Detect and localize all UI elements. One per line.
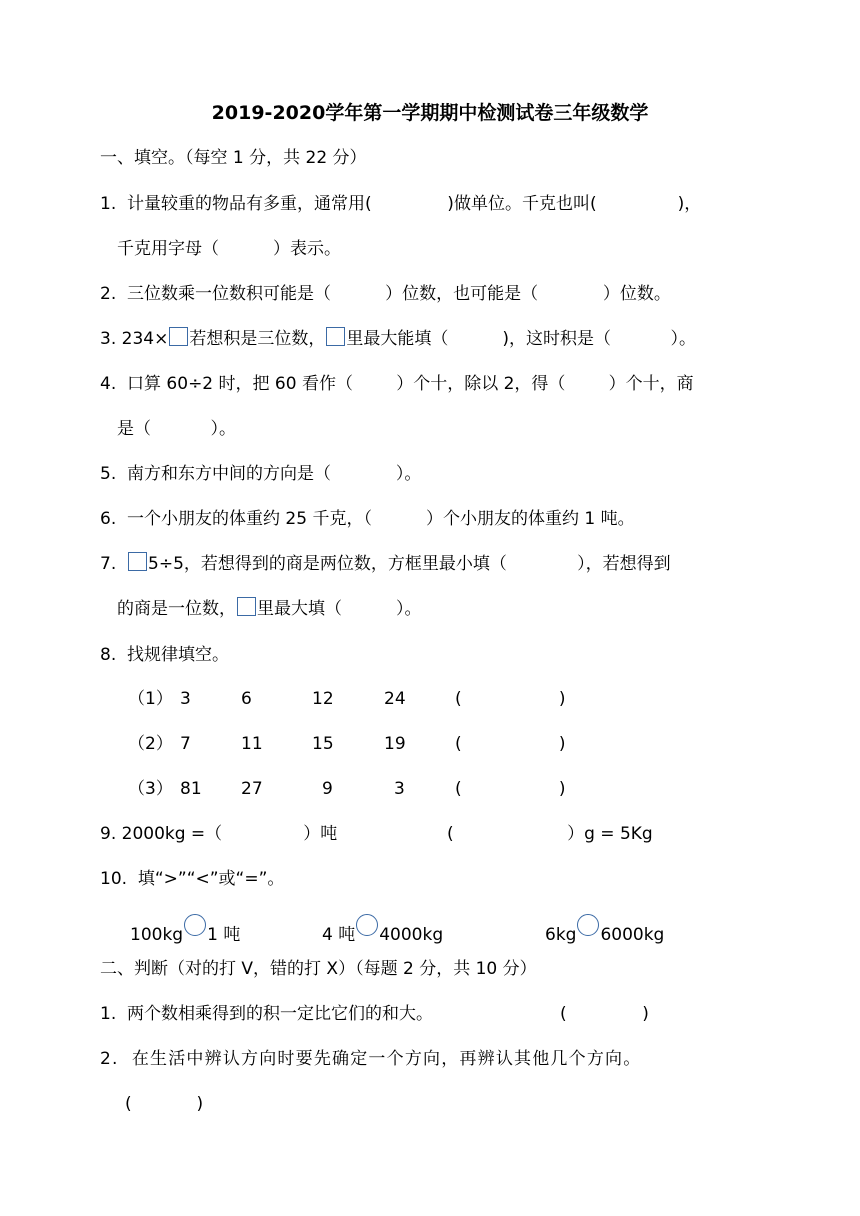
question-6: 6. 一个小朋友的体重约 25 千克，（ ）个小朋友的体重约 1 吨。	[100, 509, 635, 529]
pattern-row-label: （1）	[128, 689, 173, 709]
compare-item-2	[322, 914, 443, 947]
compare-circle-icon	[356, 914, 378, 936]
question-7-line-2	[117, 597, 422, 621]
judge-question-1-blank: ( )	[560, 1004, 649, 1024]
pattern-value: 9	[322, 779, 333, 799]
compare-circle-icon	[184, 914, 206, 936]
blank-square-icon	[237, 597, 256, 616]
pattern-value: 7	[180, 734, 191, 754]
pattern-value: 6	[241, 689, 252, 709]
question-9-part-2: ( ）g = 5Kg	[447, 824, 653, 844]
pattern-value: 3	[180, 689, 191, 709]
blank-square-icon	[169, 327, 188, 346]
blank-square-icon	[128, 552, 147, 571]
pattern-value: 15	[312, 734, 334, 754]
compare-item-3	[545, 914, 664, 947]
question-3-suffix: 里最大能填（ )，这时积是（ ）。	[346, 329, 696, 349]
pattern-value: 11	[241, 734, 263, 754]
question-7-line-1	[100, 552, 671, 576]
judge-question-1: 1. 两个数相乘得到的积一定比它们的和大。	[100, 1004, 434, 1024]
compare-left: 100kg	[130, 925, 184, 945]
pattern-blank: ( )	[455, 734, 566, 754]
question-9-part-1: 9. 2000kg =（ ）吨	[100, 824, 338, 844]
pattern-row-label: （2）	[128, 734, 173, 754]
question-7-text: 5÷5，若想得到的商是两位数，方框里最小填（ ），若想得到	[148, 554, 671, 574]
pattern-blank: ( )	[455, 689, 566, 709]
question-1-line-1: 1. 计量较重的物品有多重，通常用( )做单位。千克也叫( )，	[100, 194, 702, 214]
question-8: 8. 找规律填空。	[100, 645, 230, 665]
section1-heading: 一、填空。（每空 1 分，共 22 分）	[100, 148, 367, 168]
question-3-middle: 若想积是三位数，	[189, 329, 326, 349]
question-4-line-2: 是（ ）。	[117, 419, 236, 439]
question-3	[100, 327, 696, 351]
section2-heading: 二、判断（对的打 V，错的打 X）（每题 2 分，共 10 分）	[100, 959, 537, 979]
pattern-value: 27	[241, 779, 263, 799]
judge-question-2-blank: ( )	[125, 1094, 204, 1114]
blank-square-icon	[326, 327, 345, 346]
pattern-value: 3	[394, 779, 405, 799]
judge-question-2: 2. 在生活中辨认方向时要先确定一个方向，再辨认其他几个方向。	[100, 1049, 642, 1069]
pattern-value: 24	[384, 689, 406, 709]
compare-left: 6kg	[545, 925, 577, 945]
pattern-row-label: （3）	[128, 779, 173, 799]
exam-title: 2019-2020学年第一学期期中检测试卷三年级数学	[211, 102, 649, 124]
pattern-blank: ( )	[455, 779, 566, 799]
question-1-line-2: 千克用字母（ ）表示。	[117, 239, 342, 259]
question-2: 2. 三位数乘一位数积可能是（ ）位数，也可能是（ ）位数。	[100, 284, 671, 304]
question-7-prefix: 7.	[100, 554, 128, 574]
question-7-line-2-prefix: 的商是一位数，	[117, 599, 236, 619]
pattern-value: 19	[384, 734, 406, 754]
question-5: 5. 南方和东方中间的方向是（ ）。	[100, 464, 422, 484]
question-10: 10. 填“>”“<”或“=”。	[100, 869, 285, 889]
compare-right: 4000kg	[379, 925, 444, 945]
compare-left: 4 吨	[322, 925, 356, 945]
pattern-value: 81	[180, 779, 202, 799]
compare-circle-icon	[577, 914, 599, 936]
question-7-line-2-suffix: 里最大填（ ）。	[257, 599, 422, 619]
compare-right: 6000kg	[600, 925, 665, 945]
pattern-value: 12	[312, 689, 334, 709]
question-4-line-1: 4. 口算 60÷2 时，把 60 看作（ ）个十，除以 2，得（ ）个十，商	[100, 374, 694, 394]
compare-right: 1 吨	[207, 925, 241, 945]
compare-item-1	[130, 914, 240, 947]
question-3-prefix: 3. 234×	[100, 329, 169, 349]
